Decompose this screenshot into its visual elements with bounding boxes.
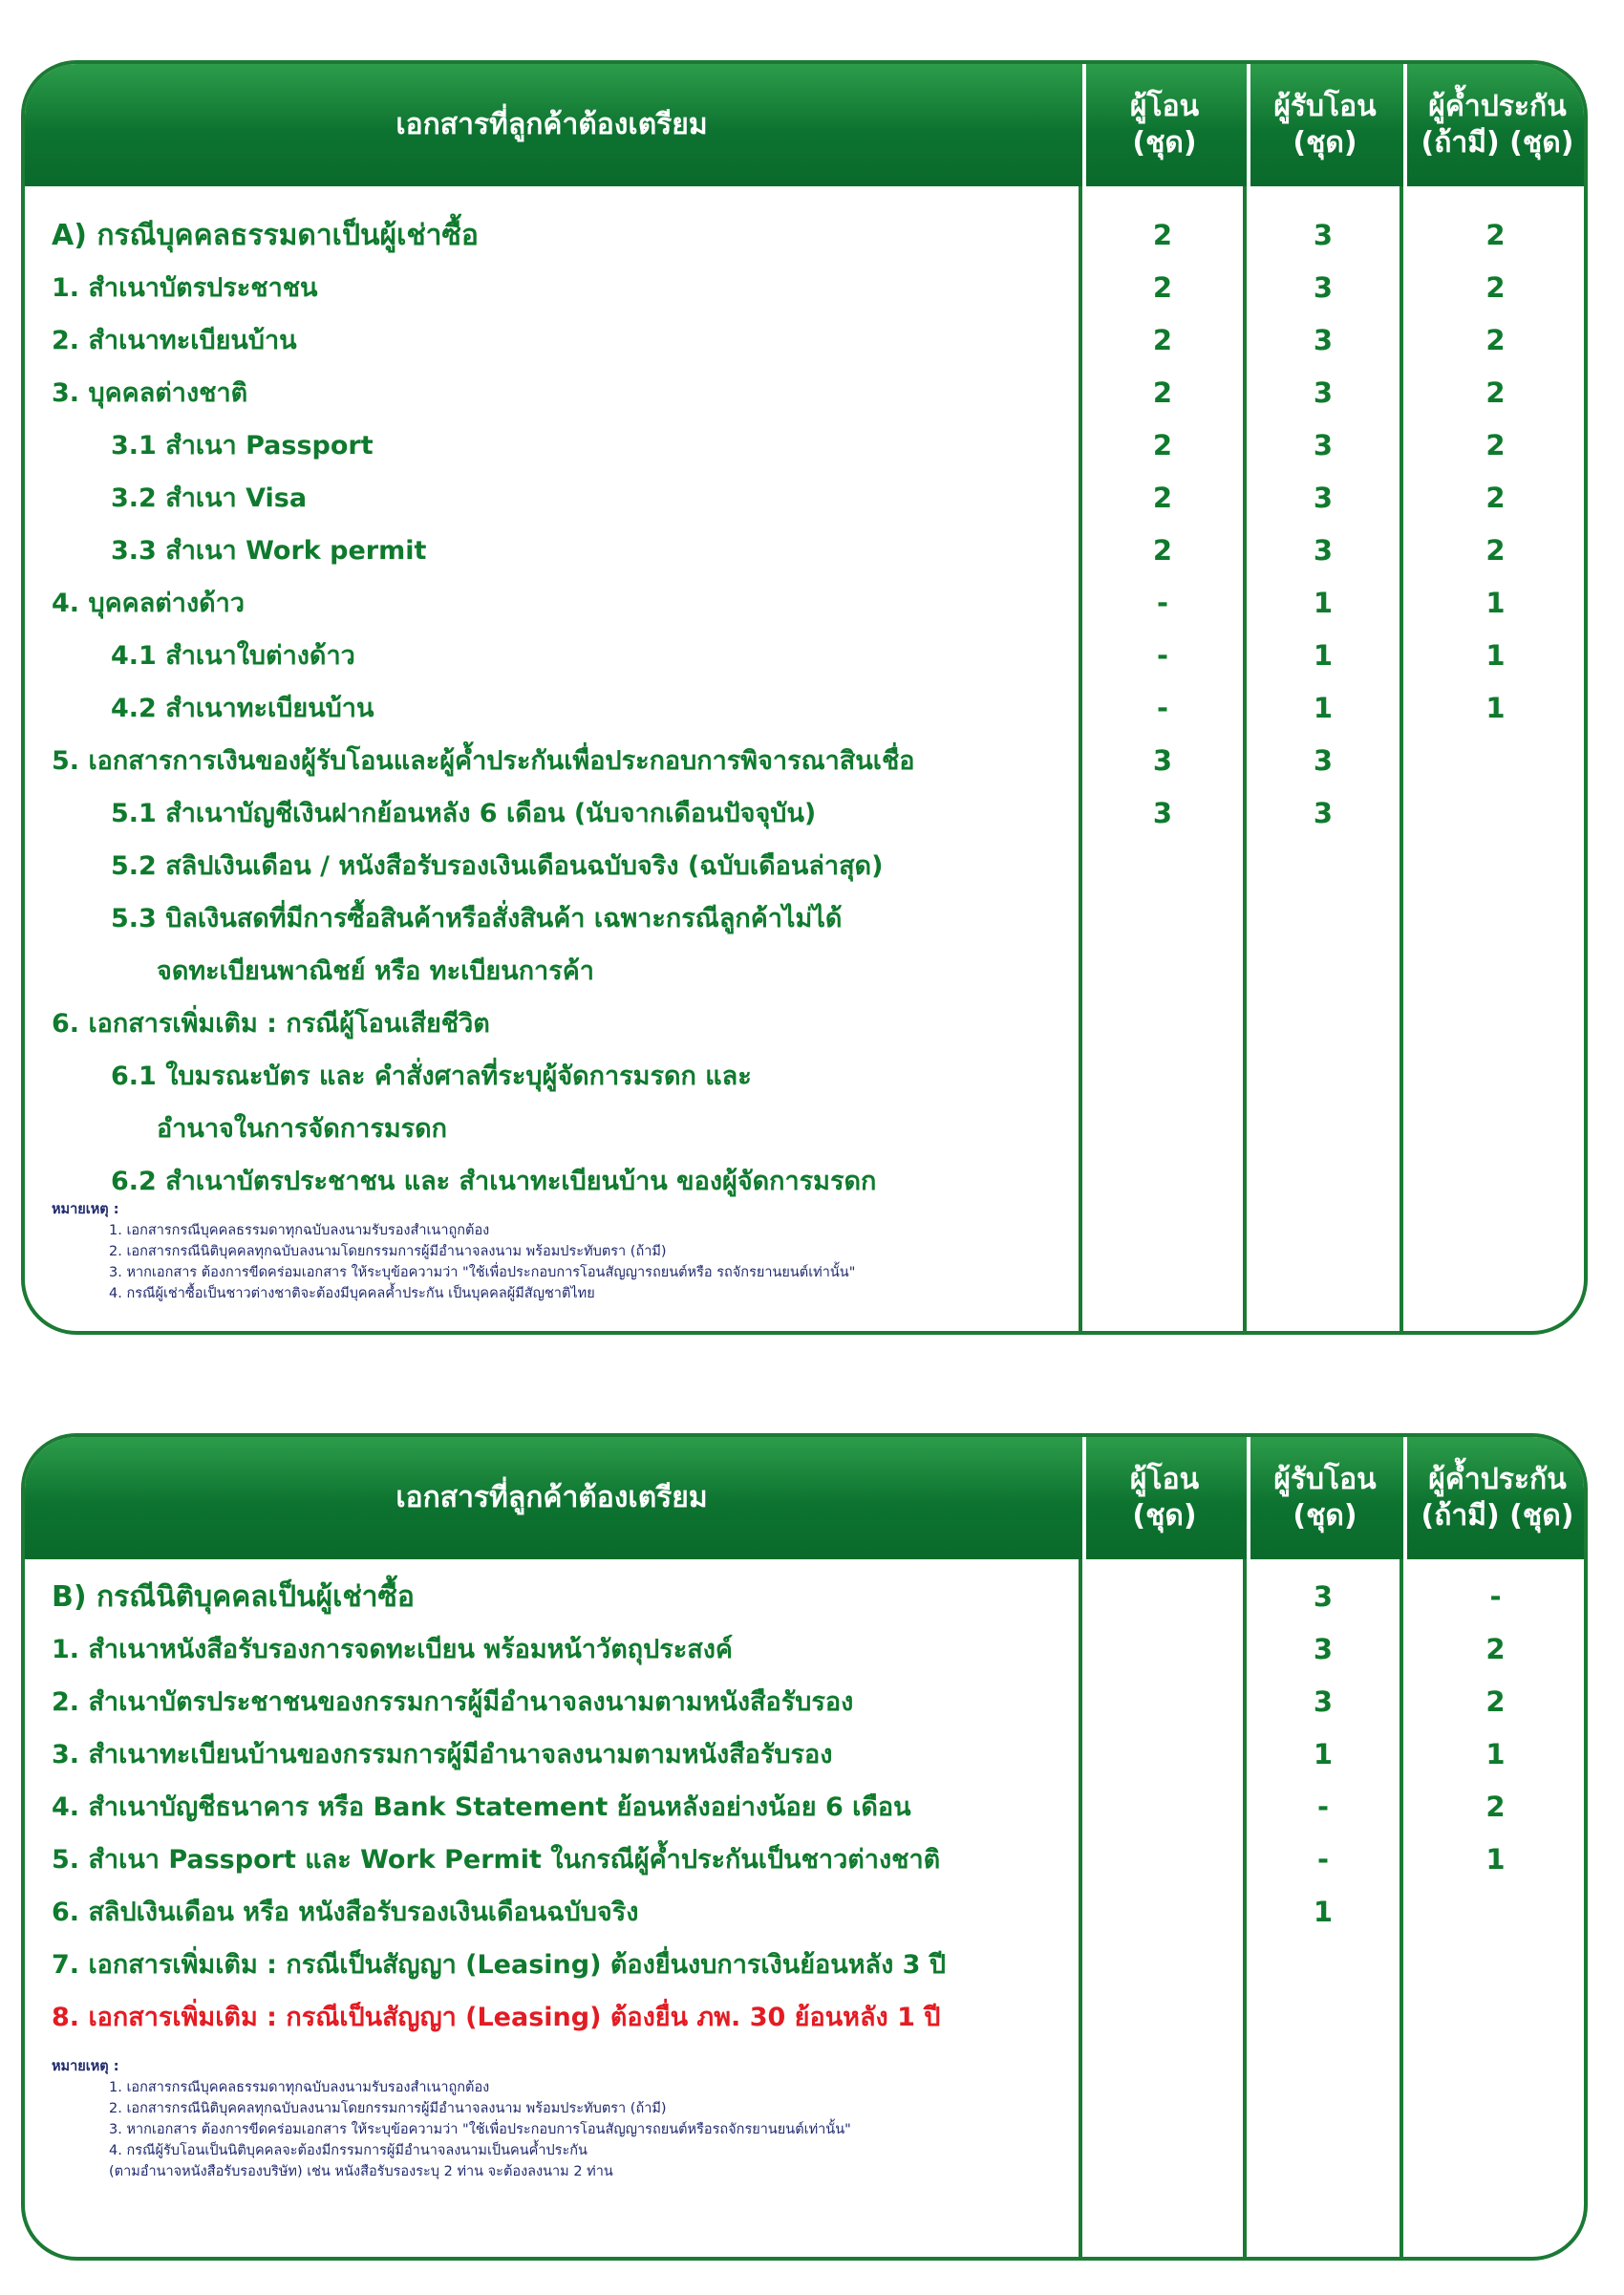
transferee-count: 1 <box>1313 1738 1334 1770</box>
header-divider <box>1082 64 1086 186</box>
transferor-count <box>1082 1623 1243 1676</box>
guarantor-count: 2 <box>1485 1791 1506 1823</box>
table-b <box>21 1433 1588 2261</box>
guarantor-count: 2 <box>1485 534 1506 567</box>
table-row <box>25 1991 1584 2044</box>
transferee-count: 3 <box>1313 534 1334 567</box>
note-item: 3. หากเอกสาร ต้องการขีดคร่อมเอกสาร ให้ระบุข้อความว่า "ใช้เพื่อประกอบการโอนสัญญารถยนต์หรือ รถจักรยานยนต์เท่านั้น" <box>109 1265 856 1280</box>
row-label: 5.1 สำเนาบัญชีเงินฝากย้อนหลัง 6 เดือน (นับจากเดือนปัจจุบัน) <box>111 799 817 828</box>
transferee-count: - <box>1316 1843 1330 1876</box>
table-row <box>25 1623 1584 1676</box>
guarantor-count: 2 <box>1485 1633 1506 1665</box>
transferor-count <box>1082 1728 1243 1781</box>
row-label: 3. สำเนาทะเบียนบ้านของกรรมการผู้มีอำนาจลงนามตามหนังสือรับรอง <box>52 1740 833 1770</box>
header-guarantor: ผู้ค้ำประกัน (ถ้ามี) (ชุด) <box>1421 1463 1574 1533</box>
header-transferor: ผู้โอน (ชุด) <box>1129 1463 1200 1533</box>
transferor-count: - <box>1156 639 1169 672</box>
transferor-count: 2 <box>1152 219 1173 251</box>
row-label: อำนาจในการจัดการมรดก <box>157 1114 448 1144</box>
table-a <box>21 60 1588 1335</box>
guarantor-count: 2 <box>1485 219 1506 251</box>
table-row <box>25 472 1584 525</box>
transferee-count: 1 <box>1313 1896 1334 1928</box>
table-row <box>25 1728 1584 1781</box>
guarantor-count: 2 <box>1485 324 1506 356</box>
header-divider <box>1247 64 1250 186</box>
header-guarantor: ผู้ค้ำประกัน (ถ้ามี) (ชุด) <box>1421 90 1574 160</box>
note-item: (ตามอำนาจหนังสือรับรองบริษัท) เช่น หนังสือรับรองระบุ 2 ท่าน จะต้องลงนาม 2 ท่าน <box>109 2164 613 2179</box>
table-a-body <box>25 209 1584 1208</box>
notes <box>52 1199 855 1304</box>
table-row <box>25 1050 1584 1103</box>
transferor-count: 2 <box>1152 534 1173 567</box>
table-row <box>25 1886 1584 1939</box>
row-label: 3. บุคคลต่างชาติ <box>52 378 248 408</box>
guarantor-count <box>1403 787 1588 840</box>
table-a-header <box>25 64 1584 186</box>
guarantor-count <box>1403 735 1588 787</box>
transferor-count: - <box>1156 692 1169 724</box>
transferor-count: 3 <box>1152 744 1173 777</box>
note-item: 1. เอกสารกรณีบุคคลธรรมดาทุกฉบับลงนามรับรองสำเนาถูกต้อง <box>109 1223 490 1238</box>
row-label: 5.2 สลิปเงินเดือน / หนังสือรับรองเงินเดือนฉบับจริง (ฉบับเดือนล่าสุด) <box>111 851 884 881</box>
header-docs: เอกสารที่ลูกค้าต้องเตรียม <box>395 108 708 141</box>
table-row <box>25 209 1584 262</box>
table-row <box>25 262 1584 314</box>
transferor-count <box>1082 1571 1243 1623</box>
transferee-count: 3 <box>1313 271 1334 304</box>
header-docs: เอกสารที่ลูกค้าต้องเตรียม <box>395 1481 708 1514</box>
transferor-count: 2 <box>1152 482 1173 514</box>
transferee-count: 1 <box>1313 587 1334 619</box>
row-label: 3.1 สำเนา Passport <box>111 431 374 461</box>
transferee-count: 1 <box>1313 639 1334 672</box>
transferee-count: 3 <box>1313 376 1334 409</box>
transferee-count: 3 <box>1313 1685 1334 1718</box>
row-label: 6. เอกสารเพิ่มเติม : กรณีผู้โอนเสียชีวิต <box>52 1009 490 1039</box>
guarantor-count: - <box>1489 1580 1502 1613</box>
transferor-count <box>1082 1676 1243 1728</box>
row-label: 3.2 สำเนา Visa <box>111 483 308 513</box>
row-label: 3.3 สำเนา Work permit <box>111 536 427 566</box>
row-label: 1. สำเนาหนังสือรับรองการจดทะเบียน พร้อมหน้าวัตถุประสงค์ <box>52 1635 733 1664</box>
table-row <box>25 1939 1584 1991</box>
note-item: 2. เอกสารกรณีนิติบุคคลทุกฉบับลงนามโดยกรรมการผู้มีอำนาจลงนาม พร้อมประทับตรา (ถ้ามี) <box>109 1244 667 1259</box>
row-label: 6.2 สำเนาบัตรประชาชน และ สำเนาทะเบียนบ้าน ของผู้จัดการมรดก <box>111 1167 877 1196</box>
guarantor-count: 2 <box>1485 271 1506 304</box>
note-item: 2. เอกสารกรณีนิติบุคคลทุกฉบับลงนามโดยกรรมการผู้มีอำนาจลงนาม พร้อมประทับตรา (ถ้ามี) <box>109 2101 667 2116</box>
notes-title: หมายเหตุ : <box>52 1202 119 1217</box>
transferor-count: 2 <box>1152 324 1173 356</box>
row-label: 2. สำเนาบัตรประชาชนของกรรมการผู้มีอำนาจลงนามตามหนังสือรับรอง <box>52 1687 854 1717</box>
table-row <box>25 682 1584 735</box>
table-row <box>25 525 1584 577</box>
table-row <box>25 577 1584 630</box>
transferee-count: 3 <box>1313 219 1334 251</box>
notes-title: หมายเหตุ : <box>52 2059 119 2074</box>
table-row <box>25 787 1584 840</box>
table-row <box>25 1834 1584 1886</box>
transferor-count: 3 <box>1152 797 1173 829</box>
guarantor-count: 2 <box>1485 376 1506 409</box>
row-label: B) กรณีนิติบุคคลเป็นผู้เช่าซื้อ <box>52 1580 415 1614</box>
row-label: 7. เอกสารเพิ่มเติม : กรณีเป็นสัญญา (Leasing) ต้องยื่นงบการเงินย้อนหลัง 3 ปี <box>52 1950 946 1980</box>
transferee-count: 3 <box>1313 324 1334 356</box>
note-item: 4. กรณีผู้รับโอนเป็นนิติบุคคลจะต้องมีกรรมการผู้มีอำนาจลงนามเป็นคนค้ำประกัน <box>109 2143 588 2158</box>
row-label: A) กรณีบุคคลธรรมดาเป็นผู้เช่าซื้อ <box>52 219 479 252</box>
header-divider <box>1082 1437 1086 1559</box>
transferee-count: 3 <box>1313 797 1334 829</box>
header-divider <box>1403 1437 1407 1559</box>
row-label: 4. บุคคลต่างด้าว <box>52 589 245 618</box>
transferee-count: 1 <box>1313 692 1334 724</box>
row-label: 5. เอกสารการเงินของผู้รับโอนและผู้ค้ำประกันเพื่อประกอบการพิจารณาสินเชื่อ <box>52 746 915 776</box>
guarantor-count: 2 <box>1485 429 1506 461</box>
row-label: 6. สลิปเงินเดือน หรือ หนังสือรับรองเงินเดือนฉบับจริง <box>52 1898 639 1927</box>
table-row <box>25 419 1584 472</box>
row-label: 6.1 ใบมรณะบัตร และ คำสั่งศาลที่ระบุผู้จัดการมรดก และ <box>111 1062 752 1091</box>
row-label: 8. เอกสารเพิ่มเติม : กรณีเป็นสัญญา (Leasing) ต้องยื่น ภพ. 30 ย้อนหลัง 1 ปี <box>52 2003 941 2032</box>
table-row <box>25 314 1584 367</box>
row-label: 5.3 บิลเงินสดที่มีการซื้อสินค้าหรือสั่งสินค้า เฉพาะกรณีลูกค้าไม่ได้ <box>111 904 843 933</box>
transferor-count: - <box>1156 587 1169 619</box>
table-row <box>25 367 1584 419</box>
transferee-count: 3 <box>1313 744 1334 777</box>
guarantor-count <box>1403 1886 1588 1939</box>
transferee-count: 3 <box>1313 1633 1334 1665</box>
header-divider <box>1247 1437 1250 1559</box>
row-label: 2. สำเนาทะเบียนบ้าน <box>52 326 297 355</box>
header-divider <box>1403 64 1407 186</box>
transferor-count <box>1082 1781 1243 1834</box>
guarantor-count: 1 <box>1485 587 1506 619</box>
table-row <box>25 735 1584 787</box>
transferor-count <box>1082 1834 1243 1886</box>
table-row <box>25 840 1584 892</box>
transferor-count <box>1082 1886 1243 1939</box>
guarantor-count: 1 <box>1485 639 1506 672</box>
row-label: 4.1 สำเนาใบต่างด้าว <box>111 641 355 671</box>
row-label: 5. สำเนา Passport และ Work Permit ในกรณีผู้ค้ำประกันเป็นชาวต่างชาติ <box>52 1845 941 1875</box>
table-b-header <box>25 1437 1584 1559</box>
transferee-count: 3 <box>1313 482 1334 514</box>
table-row <box>25 1676 1584 1728</box>
transferor-count: 2 <box>1152 376 1173 409</box>
table-b-body <box>25 1571 1584 2044</box>
row-label: จดทะเบียนพาณิชย์ หรือ ทะเบียนการค้า <box>157 956 594 986</box>
guarantor-count: 1 <box>1485 1843 1506 1876</box>
row-label: 4. สำเนาบัญชีธนาคาร หรือ Bank Statement ย้อนหลังอย่างน้อย 6 เดือน <box>52 1792 911 1822</box>
transferee-count: 3 <box>1313 1580 1334 1613</box>
transferee-count: - <box>1316 1791 1330 1823</box>
notes <box>52 2056 851 2182</box>
header-transferor: ผู้โอน (ชุด) <box>1129 90 1200 160</box>
guarantor-count: 2 <box>1485 1685 1506 1718</box>
guarantor-count: 1 <box>1485 692 1506 724</box>
header-transferee: ผู้รับโอน (ชุด) <box>1273 1463 1377 1533</box>
table-row <box>25 1571 1584 1623</box>
table-row <box>25 1103 1584 1155</box>
transferor-count: 2 <box>1152 429 1173 461</box>
transferor-count: 2 <box>1152 271 1173 304</box>
row-label: 1. สำเนาบัตรประชาชน <box>52 273 318 303</box>
table-row <box>25 945 1584 997</box>
table-row <box>25 1781 1584 1834</box>
note-item: 3. หากเอกสาร ต้องการขีดคร่อมเอกสาร ให้ระบุข้อความว่า "ใช้เพื่อประกอบการโอนสัญญารถยนต์หรือรถจักรยานยนต์เท่านั้น" <box>109 2122 851 2137</box>
transferee-count: 3 <box>1313 429 1334 461</box>
table-row <box>25 997 1584 1050</box>
note-item: 1. เอกสารกรณีบุคคลธรรมดาทุกฉบับลงนามรับรองสำเนาถูกต้อง <box>109 2080 490 2095</box>
guarantor-count: 2 <box>1485 482 1506 514</box>
table-row <box>25 892 1584 945</box>
note-item: 4. กรณีผู้เช่าซื้อเป็นชาวต่างชาติจะต้องมีบุคคลค้ำประกัน เป็นบุคคลผู้มีสัญชาติไทย <box>109 1286 595 1301</box>
table-row <box>25 630 1584 682</box>
guarantor-count: 1 <box>1485 1738 1506 1770</box>
header-transferee: ผู้รับโอน (ชุด) <box>1273 90 1377 160</box>
row-label: 4.2 สำเนาทะเบียนบ้าน <box>111 694 374 723</box>
